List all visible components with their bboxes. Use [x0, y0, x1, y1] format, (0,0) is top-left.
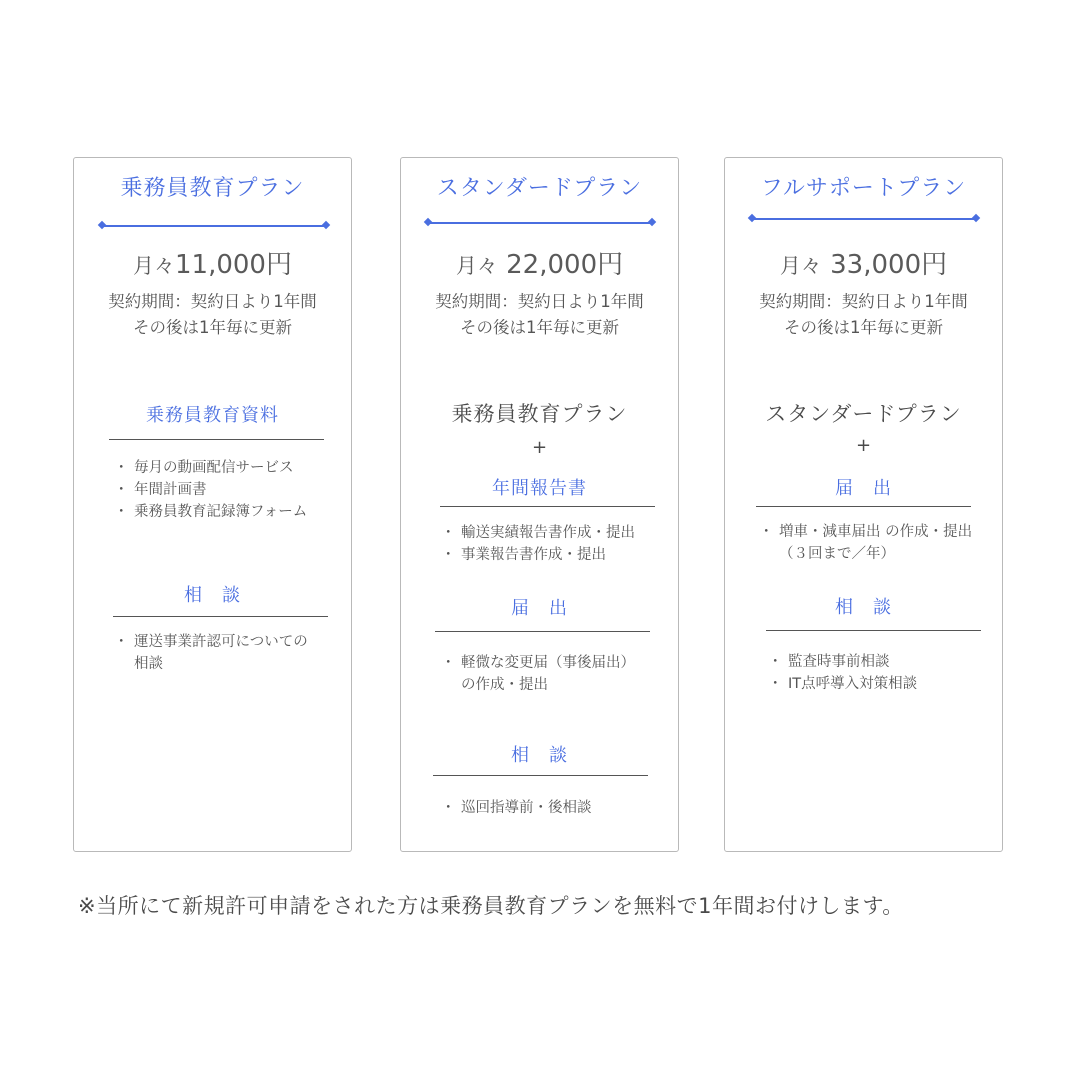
footnote: ※当所にて新規許可申請をされた方は乗務員教育プランを無料で1年間お付けします。	[78, 894, 904, 918]
contract-term	[725, 289, 1002, 341]
list-item: ・ 輸送実績報告書作成・提出	[441, 522, 635, 544]
plus-sign: +	[855, 435, 872, 456]
list-item: ・ 運送事業許認可についての	[114, 631, 308, 653]
section-divider	[109, 439, 324, 440]
price-amount: 33,000円	[830, 250, 948, 280]
plan-price	[725, 244, 1002, 281]
term-line-1: 契約期間：契約日より1年間	[435, 292, 644, 311]
plan-card-full-support	[724, 157, 1003, 852]
plan-title: スタンダードプラン	[436, 176, 643, 201]
materials-list	[114, 457, 307, 523]
title-divider	[752, 218, 976, 220]
consultation-list	[114, 631, 308, 675]
list-item-continuation: 相談	[134, 656, 163, 672]
term-line-1: 契約期間：契約日より1年間	[759, 292, 968, 311]
section-heading-consultation: 相 談	[184, 585, 241, 606]
section-divider	[440, 506, 655, 507]
plan-price	[74, 244, 351, 281]
title-divider	[102, 225, 326, 227]
included-plan: スタンダードプラン	[765, 402, 962, 426]
list-item: ・ 事業報告書作成・提出	[441, 544, 635, 566]
term-line-2: その後は1年毎に更新	[784, 318, 943, 337]
list-item: ・ 軽微な変更届（事後届出）	[441, 652, 635, 674]
annual-report-list	[441, 522, 635, 566]
included-plan: 乗務員教育プラン	[451, 402, 628, 426]
price-prefix: 月々	[779, 254, 822, 278]
notification-list	[441, 652, 635, 696]
list-item: ・ IT点呼導入対策相談	[768, 673, 917, 695]
contract-term	[74, 289, 351, 341]
plan-price	[401, 244, 678, 281]
section-heading-consultation: 相 談	[511, 745, 568, 766]
list-item: ・ 年間計画書	[114, 479, 307, 501]
price-prefix: 月々	[455, 254, 498, 278]
list-item-continuation: （３回まで／年）	[779, 546, 895, 562]
plan-card-standard	[400, 157, 679, 852]
section-heading-notification: 届 出	[835, 478, 892, 499]
consultation-list	[441, 797, 592, 819]
price-amount: 11,000円	[175, 250, 292, 280]
notification-list	[759, 521, 972, 565]
section-heading-notification: 届 出	[511, 598, 568, 619]
plan-card-education	[73, 157, 352, 852]
plan-title: フルサポートプラン	[760, 176, 967, 201]
section-heading-consultation: 相 談	[835, 597, 892, 618]
list-item: ・ 毎月の動画配信サービス	[114, 457, 307, 479]
price-prefix: 月々	[133, 254, 175, 278]
price-amount: 22,000円	[506, 250, 624, 280]
section-divider	[113, 616, 328, 617]
plan-title: 乗務員教育プラン	[120, 176, 305, 201]
term-line-2: その後は1年毎に更新	[133, 318, 292, 337]
term-line-1: 契約期間：契約日より1年間	[108, 292, 317, 311]
list-item: ・ 増車・減車届出 の作成・提出	[759, 521, 972, 543]
section-divider	[435, 631, 650, 632]
contract-term	[401, 289, 678, 341]
section-divider	[756, 506, 971, 507]
list-item-continuation: の作成・提出	[461, 677, 548, 693]
term-line-2: その後は1年毎に更新	[460, 318, 619, 337]
list-item: ・ 乗務員教育記録簿フォーム	[114, 501, 307, 523]
section-divider	[433, 775, 648, 776]
title-divider	[428, 222, 652, 224]
section-heading-materials: 乗務員教育資料	[146, 405, 279, 426]
section-divider	[766, 630, 981, 631]
consultation-list	[768, 651, 917, 695]
list-item: ・ 監査時事前相談	[768, 651, 917, 673]
list-item: ・ 巡回指導前・後相談	[441, 797, 592, 819]
section-heading-annual-report: 年間報告書	[492, 478, 587, 499]
plus-sign: +	[531, 437, 548, 458]
